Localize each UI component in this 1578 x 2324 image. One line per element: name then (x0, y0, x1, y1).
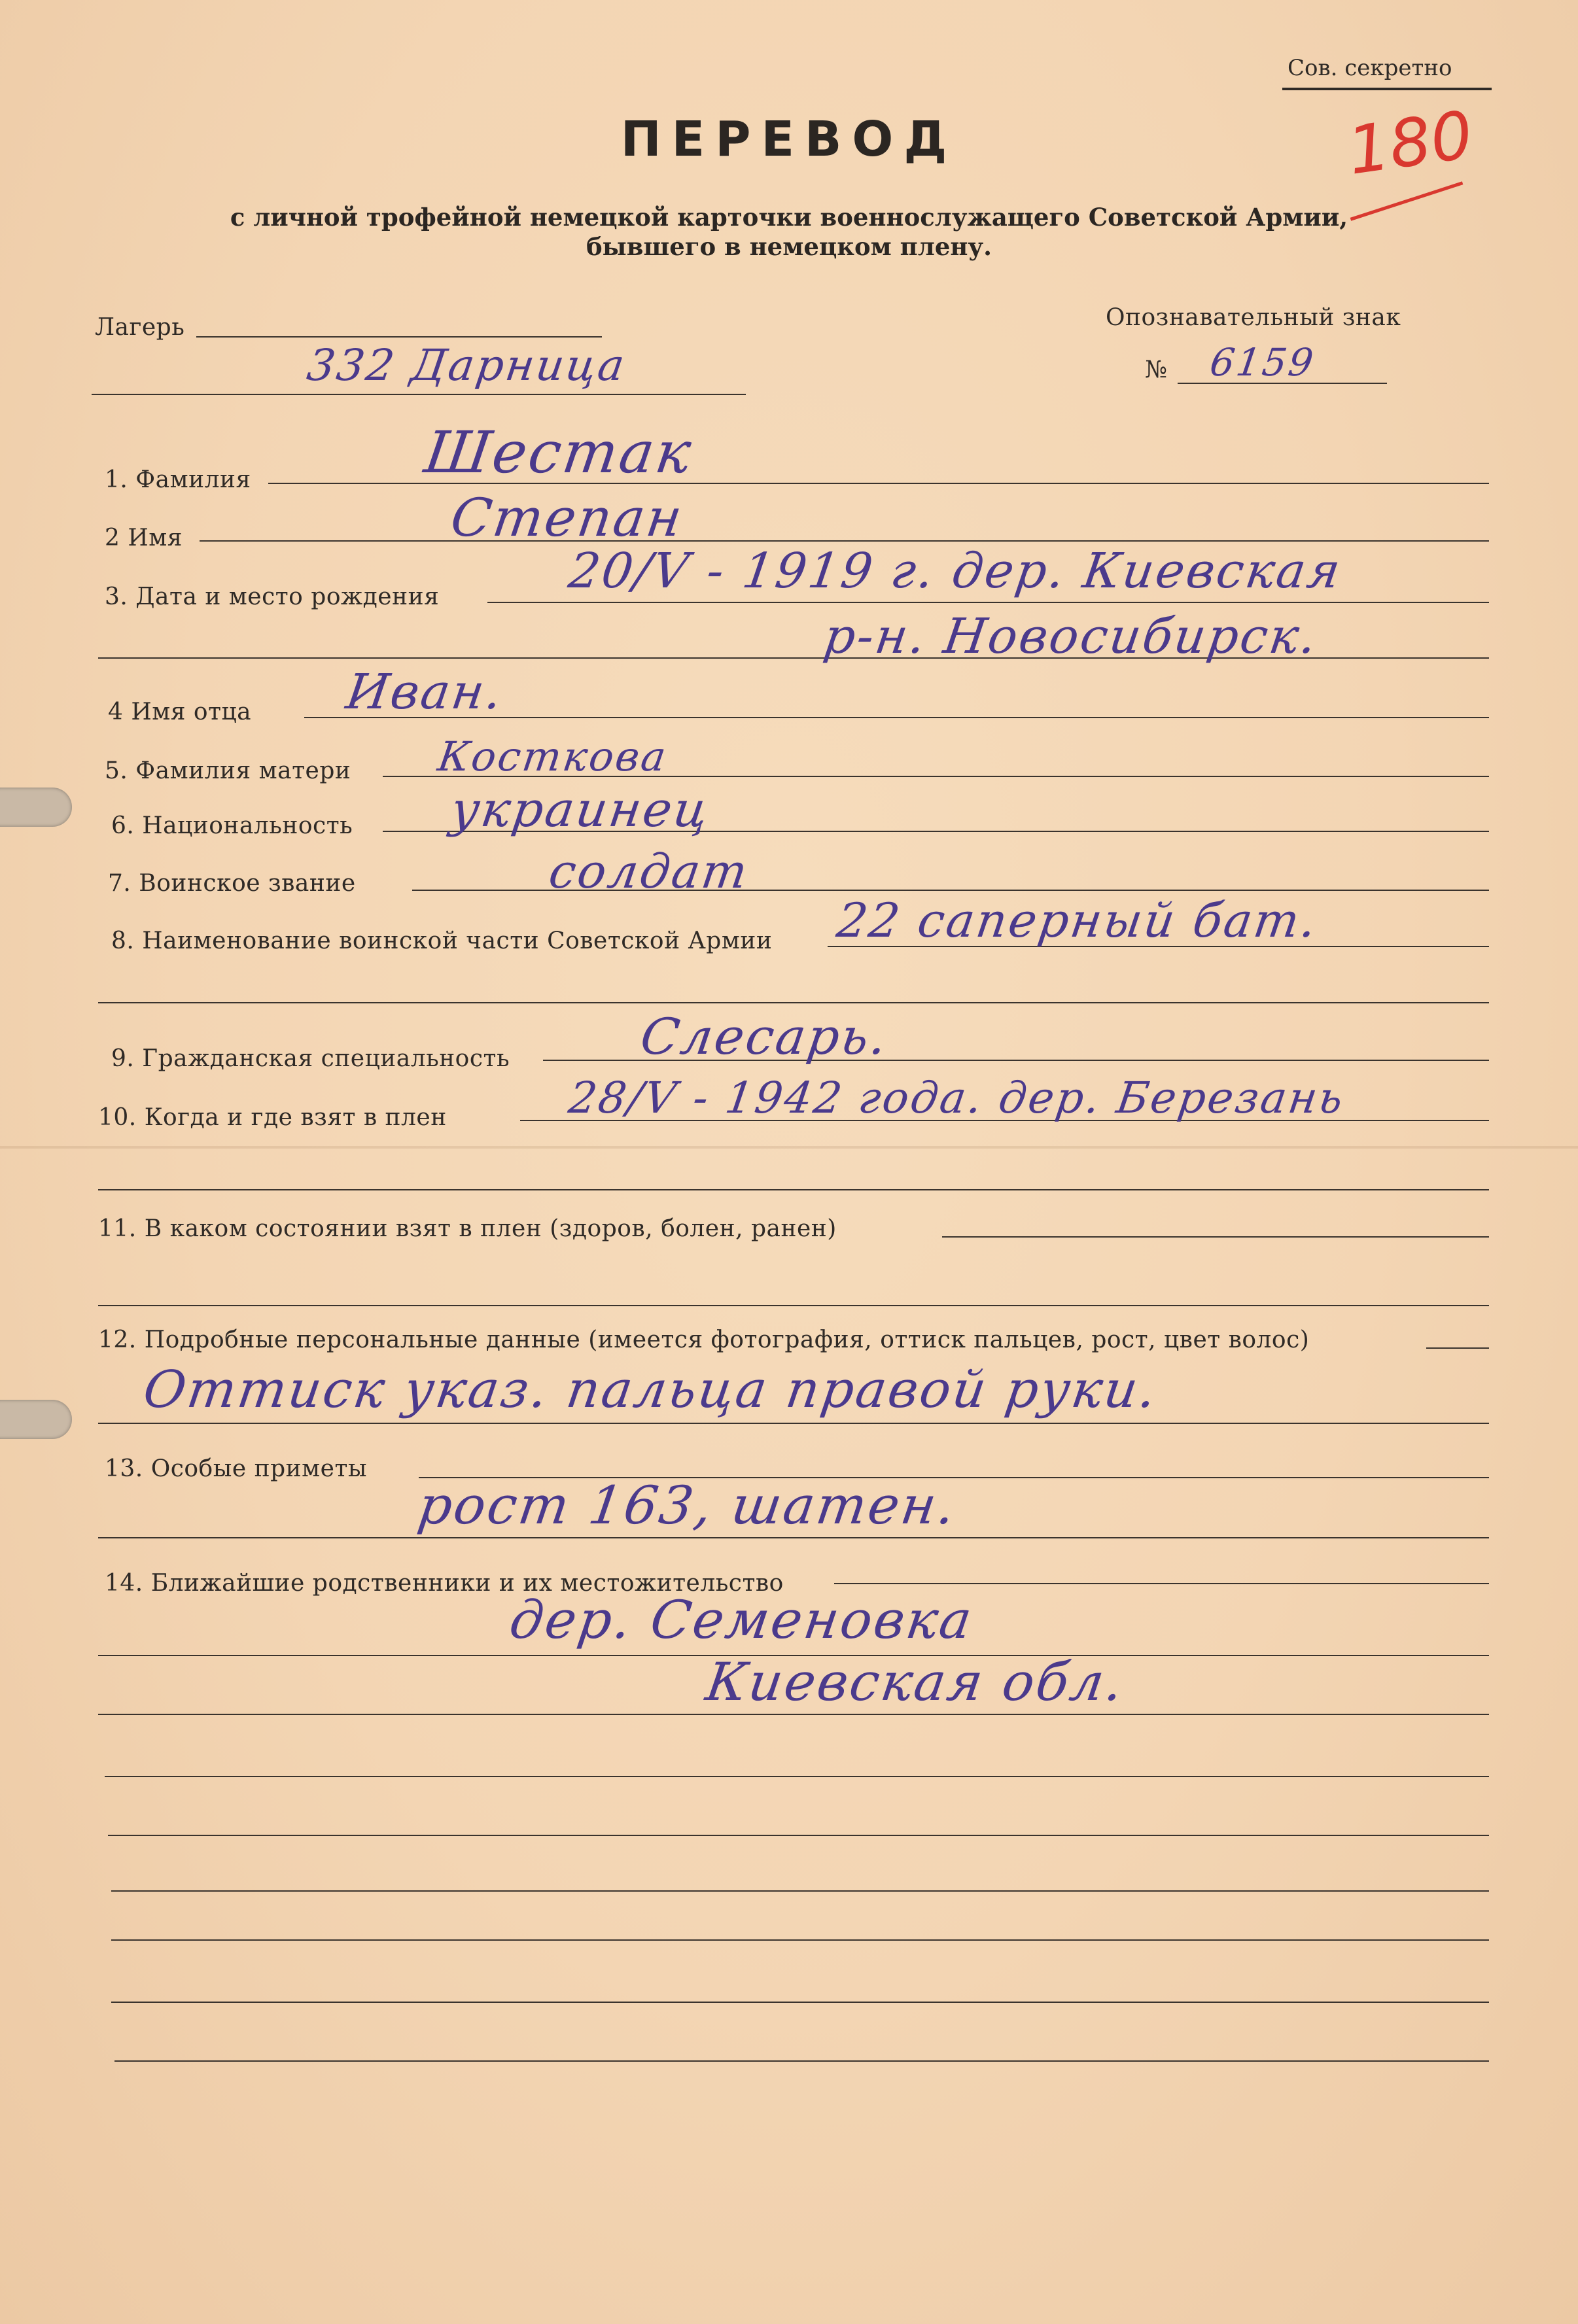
id-tag-number-prefix: № (1145, 356, 1168, 383)
field-14-line-5 (108, 1835, 1489, 1836)
field-7-value: солдат (546, 844, 753, 899)
field-7-label: 7. Воинское звание (108, 870, 356, 897)
punch-hole-bottom (0, 1400, 72, 1439)
field-6-label: 6. Национальность (111, 812, 353, 839)
field-3-label: 3. Дата и место рождения (105, 583, 440, 610)
field-10-line-2 (98, 1189, 1489, 1190)
field-11-line-2 (98, 1305, 1489, 1306)
field-14-label: 14. Ближайшие родственники и их местожительство (105, 1570, 784, 1597)
field-14-line-8 (111, 2002, 1489, 2003)
field-9-value: Слесарь. (637, 1007, 892, 1066)
field-3-line-1 (487, 602, 1489, 603)
field-10-value: 28/V - 1942 года. дер. Березань (565, 1073, 1348, 1123)
field-2-value: Степан (447, 487, 688, 548)
document-title: ПЕРЕВОД (620, 111, 958, 167)
field-14-value: дер. Семеновка (506, 1589, 977, 1650)
field-14-line-9 (114, 2060, 1489, 2062)
field-9-label: 9. Гражданская специальность (111, 1045, 510, 1072)
field-14-line-7 (111, 1939, 1489, 1941)
field-8-label: 8. Наименование воинской части Советской Армии (111, 928, 773, 954)
field-12-line-2 (98, 1423, 1489, 1424)
field-5-label: 5. Фамилия матери (105, 757, 351, 784)
field-14-line-3 (98, 1714, 1489, 1715)
field-13-line-2 (98, 1537, 1489, 1538)
field-11-label: 11. В каком состоянии взят в плен (здоров, болен, ранен) (98, 1215, 837, 1242)
archive-number: 180 (1342, 96, 1478, 190)
field-14-line-4 (105, 1776, 1489, 1777)
field-10-label: 10. Когда и где взят в плен (98, 1104, 447, 1131)
camp-value: 332 Дарница (304, 340, 630, 390)
paper-fold (0, 1146, 1578, 1149)
field-12-line (1426, 1347, 1489, 1349)
id-tag-label: Опознавательный знак (1106, 304, 1401, 331)
field-2-label: 2 Имя (105, 525, 183, 551)
field-4-value: Иван. (342, 664, 508, 720)
document-subtitle-line-2: бывшего в немецком плену. (586, 232, 992, 261)
field-14-line-6 (111, 1890, 1489, 1892)
field-13-label: 13. Особые приметы (105, 1455, 368, 1482)
field-12-label: 12. Подробные персональные данные (имеется фотография, оттиск пальцев, рост, цвет волос) (98, 1327, 1310, 1353)
field-14-value-2: Киевская обл. (702, 1652, 1129, 1712)
field-13-value: рост 163, шатен. (414, 1475, 961, 1536)
field-6-value: украинец (447, 782, 714, 838)
field-4-label: 4 Имя отца (108, 699, 252, 725)
field-8-line-2 (98, 1002, 1489, 1003)
field-11-line (942, 1236, 1489, 1238)
secret-classification-stamp: Сов. секретно (1288, 55, 1452, 81)
field-2-line (200, 540, 1489, 542)
camp-line-1 (196, 336, 602, 338)
document-subtitle-line-1: с личной трофейной немецкой карточки военнослужащего Советской Армии, (230, 203, 1348, 232)
camp-line-2 (92, 394, 746, 395)
id-tag-number-value: 6159 (1207, 340, 1318, 385)
field-3-value-2: р-н. Новосибирск. (820, 608, 1322, 665)
camp-label: Лагерь (95, 314, 185, 341)
field-1-label: 1. Фамилия (105, 466, 251, 493)
field-5-value: Косткова (434, 733, 671, 780)
field-12-value: Оттиск указ. пальца правой руки. (139, 1361, 1162, 1419)
field-1-value: Шестак (420, 419, 697, 486)
secret-stamp-underline (1282, 88, 1492, 90)
field-8-value: 22 саперный бат. (833, 893, 1322, 948)
field-14-line (834, 1583, 1489, 1584)
punch-hole-top (0, 788, 72, 827)
field-3-value: 20/V - 1919 г. дер. Киевская (565, 543, 1346, 599)
